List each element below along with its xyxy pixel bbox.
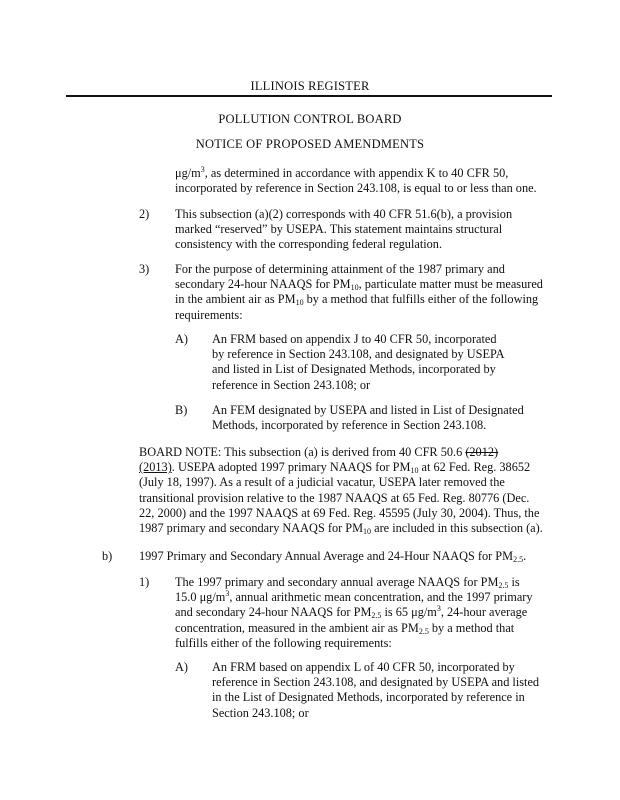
text-line: An FRM based on appendix J to 40 CFR 50, incorporated xyxy=(212,332,497,346)
text-line: incorporated by reference in Section 243.108, is equal to or less than one. xyxy=(175,181,537,196)
subscript: 2.5 xyxy=(498,581,509,590)
text-span: by a method that xyxy=(428,620,515,635)
text-span: , 24-hour average xyxy=(440,605,528,620)
text-line: 22, 2000) and the 1997 NAAQS at 69 Fed. Reg. 45595 (July 30, 2004). Thus, the xyxy=(139,505,540,520)
header-rule xyxy=(66,95,552,97)
subscript: 2.5 xyxy=(371,611,382,621)
text-line: (July 18, 1997). As a result of a judicial vacatur, USEPA later removed the xyxy=(139,475,505,490)
text-line: reference in Section 243.108, and designated by USEPA and listed xyxy=(212,675,540,690)
text-line xyxy=(175,621,533,636)
item-b1a-label: A) xyxy=(175,660,188,674)
text-line xyxy=(175,292,543,307)
board-note xyxy=(139,445,543,536)
text-line: This subsection (a)(2) corresponds with 40 CFR 51.6(b), a provision xyxy=(175,207,513,221)
text-line: and listed in List of Designated Methods, incorporated by xyxy=(212,362,496,377)
subscript: 10 xyxy=(363,527,372,537)
text-span: BOARD NOTE: This subsection (a) is derived from 40 CFR 50.6 xyxy=(139,445,466,459)
board-title: POLLUTION CONTROL BOARD xyxy=(218,112,402,126)
text-span: secondary 24-hour NAAQS for PM xyxy=(175,277,351,292)
text-span: The 1997 primary and secondary annual average NAAQS for PM xyxy=(175,575,499,589)
item-3a-text xyxy=(212,332,505,393)
item-3-text xyxy=(175,262,543,323)
section-b-label: b) xyxy=(102,549,113,563)
text-span: , as determined in accordance with appendix K to 40 CFR 50, xyxy=(204,166,509,180)
text-line: An FRM based on appendix L of 40 CFR 50, incorporated by xyxy=(212,660,515,674)
continuation-text xyxy=(175,166,537,196)
item-3-label: 3) xyxy=(139,262,150,276)
text-span: , particulate matter must be measured xyxy=(358,277,543,292)
text-line: reference in Section 243.108; or xyxy=(212,377,371,392)
text-line xyxy=(139,549,526,564)
subscript: 2.5 xyxy=(418,626,429,636)
item-2-label: 2) xyxy=(139,207,150,221)
text-line xyxy=(175,166,537,181)
text-span: and secondary 24-hour NAAQS for PM xyxy=(175,605,372,620)
text-line xyxy=(139,445,543,460)
register-title: ILLINOIS REGISTER xyxy=(250,79,370,93)
text-span: . USEPA adopted 1997 primary NAAQS for PM xyxy=(171,460,411,475)
text-line: Section 243.108; or xyxy=(212,705,309,720)
text-span: μg/m xyxy=(175,166,201,180)
underlined-text: (2013) xyxy=(139,460,172,475)
text-line: For the purpose of determining attainment of the 1987 primary and xyxy=(175,262,505,276)
text-span: are included in this subsection (a). xyxy=(371,521,543,536)
superscript: 3 xyxy=(200,165,205,174)
item-b1-text xyxy=(175,575,533,651)
text-line: marked “reserved” by USEPA. This statement maintains structural xyxy=(175,222,503,237)
text-line xyxy=(139,521,543,536)
text-line: fulfills either of the following requirements: xyxy=(175,635,392,650)
text-line xyxy=(175,605,533,620)
subscript: 10 xyxy=(410,466,419,476)
struck-text: (2012) xyxy=(465,445,499,459)
item-2-text xyxy=(175,207,512,253)
subscript: 10 xyxy=(350,283,359,293)
text-span: is xyxy=(508,575,520,589)
text-line xyxy=(139,460,543,475)
text-span: concentration, measured in the ambient air as PM xyxy=(175,620,419,635)
text-span: 1987 primary and secondary NAAQS for PM xyxy=(139,521,364,536)
text-line: in the List of Designated Methods, incorporated by reference in xyxy=(212,690,525,705)
text-span: , annual arithmetic mean concentration, and the 1997 primary xyxy=(229,590,533,605)
text-span: . xyxy=(523,549,527,563)
subscript: 2.5 xyxy=(513,555,524,564)
text-span: 15.0 μg/m xyxy=(175,590,226,605)
text-span: is 65 μg/m xyxy=(381,605,437,620)
text-line: requirements: xyxy=(175,307,243,322)
item-3b-label: B) xyxy=(175,403,188,417)
item-b1a-text xyxy=(212,660,539,721)
text-line: by reference in Section 243.108, and designated by USEPA xyxy=(212,347,505,362)
text-line: An FEM designated by USEPA and listed in List of Designated xyxy=(212,403,524,417)
text-span: by a method that fulfills either of the following xyxy=(303,292,539,307)
subscript: 10 xyxy=(295,298,304,308)
text-span: in the ambient air as PM xyxy=(175,292,296,307)
superscript: 3 xyxy=(436,604,441,614)
text-line xyxy=(175,575,533,590)
text-line xyxy=(175,277,543,292)
text-span: 1997 Primary and Secondary Annual Average and 24-Hour NAAQS for PM xyxy=(139,549,514,563)
text-line: consistency with the corresponding federal regulation. xyxy=(175,237,443,252)
notice-title: NOTICE OF PROPOSED AMENDMENTS xyxy=(195,137,425,151)
text-line: Methods, incorporated by reference in Section 243.108. xyxy=(212,418,487,433)
text-span: at 62 Fed. Reg. 38652 xyxy=(418,460,531,475)
superscript: 3 xyxy=(225,589,230,599)
text-line xyxy=(175,590,533,605)
item-b1-label: 1) xyxy=(139,575,150,589)
text-line: transitional provision relative to the 1987 NAAQS at 65 Fed. Reg. 80776 (Dec. xyxy=(139,490,530,505)
item-3a-label: A) xyxy=(175,332,188,346)
section-b-heading xyxy=(139,549,526,564)
item-3b-text xyxy=(212,403,524,433)
